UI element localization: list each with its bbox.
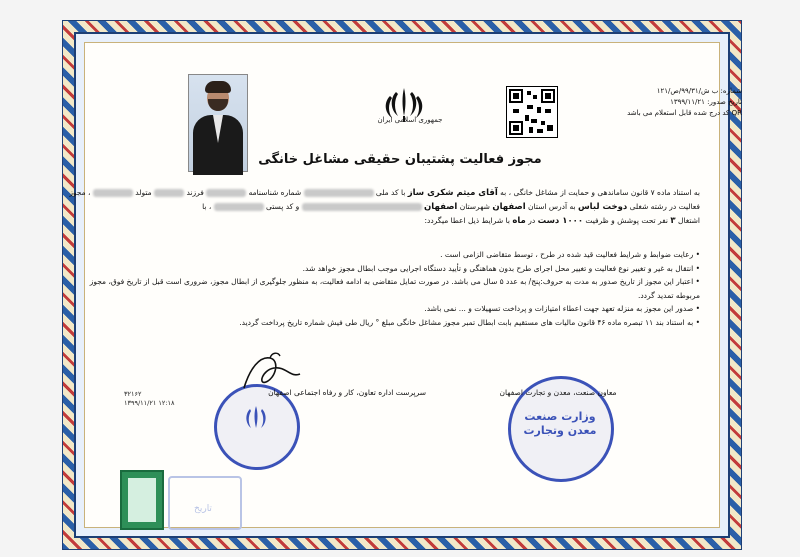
- ministry-stamp-text: وزارت صنعت معدن وتجارت: [523, 410, 597, 437]
- redacted-birth-date: [93, 189, 133, 197]
- body-text: ، مجوز: [69, 188, 91, 197]
- emblem-caption: جمهوری اسلامی ایران: [377, 116, 443, 124]
- body-text: به استناد ماده ۷ قانون ساماندهی و حمایت از مشاغل خانگی ، به: [500, 188, 700, 197]
- redacted-national-id: [304, 189, 374, 197]
- condition-item: مربوطه تمدید گردد.: [637, 290, 700, 300]
- certificate-body: [69, 186, 700, 228]
- condition-item: • صدور این مجوز به منزله تعهد جهت اعطاء امتیازات و پرداخت تسهیلات و ... نمی باشد.: [424, 304, 700, 313]
- body-text: شهرستان: [459, 202, 490, 211]
- body-text: فرزند: [186, 188, 204, 197]
- left-signatory-caption: سرپرست اداره تعاون، کار و رفاه اجتماعی اصفهان: [268, 388, 426, 397]
- employee-count: ۳: [670, 216, 676, 226]
- faint-stamp-text: تاریخ: [194, 504, 212, 514]
- qr-code-icon: [506, 86, 558, 138]
- qr-note: QR کد درج شده قابل استعلام می باشد: [627, 109, 742, 117]
- body-text: به آدرس استان: [528, 202, 576, 211]
- body-text: با شرایط ذیل اعطا میگردد:: [424, 216, 510, 225]
- capacity-period: ماه: [512, 216, 526, 226]
- body-text: متولد: [135, 188, 152, 197]
- certificate-number: شماره: ب ش/۹۹/۳۱/ص/۱۲۱: [656, 87, 742, 95]
- certificate-meta: [562, 86, 742, 119]
- condition-item: • انتقال به غیر و تغییر نوع فعالیت و تغییر محل اجرای طرح بدون هماهنگی و تأیید دستگاه اجرایی موجب ابطال مجوز خواهد شد.: [302, 263, 700, 273]
- left-stamp-emblem-icon: [236, 402, 276, 438]
- registration-timestamp: ۱۳۹۹/۱۱/۲۱ ۱۲:۱۸: [124, 399, 175, 407]
- holder-name: آقای میثم شکری ساز: [407, 188, 498, 198]
- body-text: نفر تحت پوشش و ظرفیت: [585, 216, 669, 225]
- redacted-postal-code: [214, 203, 264, 211]
- iran-emblem-icon: [372, 82, 436, 138]
- right-signatory-caption: معاون صنعت، معدن و تجارت اصفهان: [499, 388, 617, 397]
- province: اصفهان: [492, 202, 526, 212]
- body-line-1: [69, 186, 700, 200]
- certificate-title: مجوز فعالیت پشتیبان حقیقی مشاغل خانگی: [258, 152, 542, 167]
- registration-codes: [124, 390, 175, 408]
- body-line-2: [100, 200, 700, 214]
- redacted-address: [302, 203, 422, 211]
- redacted-id-number: [206, 189, 246, 197]
- body-text: در: [528, 216, 536, 225]
- conditions-list: [89, 248, 700, 329]
- redacted-father-name: [154, 189, 184, 197]
- body-text: اشتغال: [678, 216, 700, 225]
- condition-item: • اعتبار این مجوز از تاریخ صدور به مدت به حروف:پنج/ به عدد ۵ سال می باشد. در صورت تمایل متقاضی به ادامه فعالیت، به منظور جلوگیری از ابطال مجوز، ضروری است قبل از تاریخ فوق، مجوز: [89, 277, 700, 286]
- body-text: با کد ملی: [375, 188, 406, 197]
- revenue-stamp-inner: [128, 478, 156, 522]
- faint-date-stamp: [168, 476, 242, 530]
- body-text: فعالیت در رشته شغلی: [629, 202, 700, 211]
- city: اصفهان: [424, 202, 458, 212]
- issue-date: تاریخ صدور: ۱۳۹۹/۱۱/۲۱: [670, 98, 742, 106]
- body-text: ، با: [202, 202, 212, 211]
- condition-item: • به استناد بند ۱۱ تبصره ماده ۴۶ قانون مالیات های مستقیم بابت ابطال تمبر مجوز مشاغل خانگی مبلغ ° ریال طی فیش شماره تاریخ پرداخت گردید.: [239, 317, 700, 327]
- registration-code: ۳۲۱۶۲: [124, 390, 142, 398]
- body-line-3: [100, 214, 700, 228]
- condition-item: • رعایت ضوابط و شرایط فعالیت قید شده در طرح ، توسط متقاضی الزامی است .: [440, 250, 700, 259]
- capacity: ۱۰۰۰ دست: [537, 216, 584, 226]
- trade-name: دوخت لباس: [577, 202, 628, 212]
- revenue-stamp: [120, 470, 164, 530]
- body-text: شماره شناسنامه: [248, 188, 302, 197]
- body-text: و کد پستی: [266, 202, 300, 211]
